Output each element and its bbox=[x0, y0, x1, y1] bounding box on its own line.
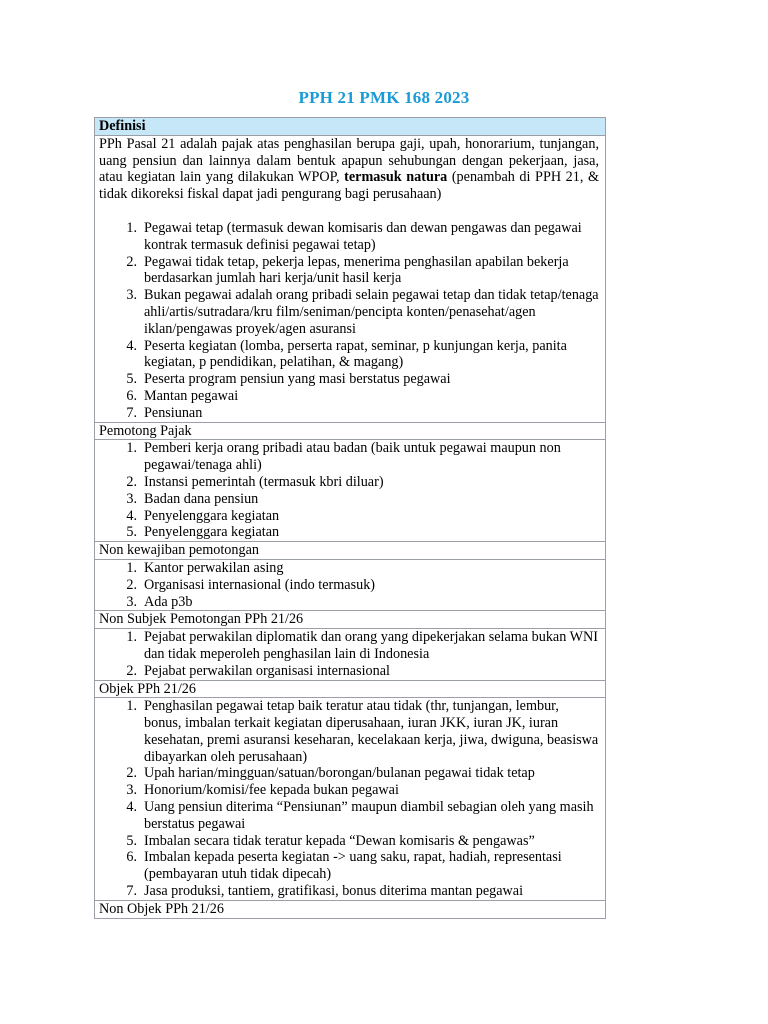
list-item-number: 4. bbox=[126, 507, 137, 524]
definition-note: (penambah di PPH 21, & tidak dikoreksi fiskal dapat jadi pengurang bagi perusahaan) bbox=[99, 169, 600, 203]
list-item-text: Penyelenggara kegiatan bbox=[144, 524, 280, 541]
list-item-text: Imbalan kepada peserta kegiatan -> uang saku, rapat, hadiah, representasi (pembayaran utuh tidak dipecah) bbox=[144, 849, 562, 883]
section-body-non-kewajiban bbox=[95, 559, 605, 610]
list-item bbox=[99, 849, 599, 883]
list-item bbox=[99, 698, 599, 765]
section-body-objek bbox=[95, 697, 605, 900]
list-item-text: Uang pensiun diterima “Pensiunan” maupun diambil sebagian oleh yang masih berstatus pegawai bbox=[144, 799, 594, 832]
section-header-pemotong bbox=[95, 422, 605, 440]
section-header-definisi bbox=[95, 118, 605, 135]
section-body-non-subjek bbox=[95, 628, 605, 679]
list-item-text: Pejabat perwakilan diplomatik dan orang yang dipekerjakan selama bukan WNI dan tidak meperoleh penghasilan lain di Indonesia bbox=[144, 629, 598, 662]
list-item-number: 2. bbox=[126, 253, 137, 270]
list-item-number: 3. bbox=[126, 287, 137, 304]
list-item-text: Bukan pegawai adalah orang pribadi selain pegawai tetap dan tidak tetap/tenaga ahli/artis/sutradara/kru film/seniman/pencipta konten/penasehat/agen iklan/pengawas proyek/agen asuransi bbox=[144, 287, 599, 337]
list-item-text: Upah harian/mingguan/satuan/borongan/bulanan pegawai tidak tetap bbox=[144, 765, 535, 782]
section-header-label: Non Objek PPh 21/26 bbox=[99, 900, 224, 917]
list-item-number: 6. bbox=[126, 849, 137, 866]
section-header-non-objek bbox=[95, 900, 605, 918]
list-item bbox=[99, 371, 599, 388]
list-item-number: 7. bbox=[126, 883, 137, 900]
definition-paragraph bbox=[99, 136, 599, 203]
list-item-text: Penyelenggara kegiatan bbox=[144, 507, 280, 524]
list-item-number: 2. bbox=[126, 576, 137, 593]
list-item-text: Honorium/komisi/fee kepada bukan pegawai bbox=[144, 782, 399, 799]
list-item-number: 5. bbox=[126, 371, 137, 388]
list-item-text: Jasa produksi, tantiem, gratifikasi, bonus diterima mantan pegawai bbox=[144, 883, 524, 900]
list-item-number: 1. bbox=[126, 629, 137, 646]
list-item-text: Organisasi internasional (indo termasuk) bbox=[144, 576, 376, 593]
list-item-text: Badan dana pensiun bbox=[144, 490, 259, 507]
list-item-number: 2. bbox=[126, 473, 137, 490]
list-item-number: 6. bbox=[126, 387, 137, 404]
list-item bbox=[99, 254, 599, 288]
list-item bbox=[99, 388, 599, 405]
list-item-number: 5. bbox=[126, 524, 137, 541]
list-item-number: 2. bbox=[126, 765, 137, 782]
list-item-text: Mantan pegawai bbox=[144, 387, 239, 404]
section-header-non-kewajiban bbox=[95, 541, 605, 559]
list-item-number: 2. bbox=[126, 662, 137, 679]
list-item bbox=[99, 765, 599, 782]
list-item-text: Pensiunan bbox=[144, 404, 203, 421]
list-item-number: 1. bbox=[126, 559, 137, 576]
list-item bbox=[99, 491, 599, 508]
list-item-text: Instansi pemerintah (termasuk kbri diluar) bbox=[144, 473, 384, 490]
list-item bbox=[99, 287, 599, 337]
list-item bbox=[99, 560, 599, 577]
list-item-text: Pejabat perwakilan organisasi internasional bbox=[144, 662, 390, 679]
list-item bbox=[99, 524, 599, 541]
list-item bbox=[99, 577, 599, 594]
list-item-text: Peserta program pensiun yang masi berstatus pegawai bbox=[144, 371, 451, 388]
list-item-number: 4. bbox=[126, 799, 137, 816]
list-item bbox=[99, 594, 599, 611]
section-header-label: Definisi bbox=[99, 118, 146, 134]
section-header-label: Non Subjek Pemotongan PPh 21/26 bbox=[99, 611, 304, 628]
section-header-label: Objek PPh 21/26 bbox=[99, 680, 196, 697]
numbered-list bbox=[99, 440, 599, 541]
document-title: PPH 21 PMK 168 2023 bbox=[298, 88, 470, 107]
list-item-text: Imbalan secara tidak teratur kepada “Dewan komisaris & pengawas” bbox=[144, 832, 535, 849]
list-item bbox=[99, 405, 599, 422]
numbered-list bbox=[99, 698, 599, 900]
section-body-definisi bbox=[95, 135, 605, 422]
list-item-number: 4. bbox=[126, 337, 137, 354]
list-item-number: 3. bbox=[126, 593, 137, 610]
section-header-label: Pemotong Pajak bbox=[99, 422, 192, 439]
list-item bbox=[99, 220, 599, 254]
list-item bbox=[99, 663, 599, 680]
numbered-list bbox=[99, 629, 599, 679]
list-item-number: 1. bbox=[126, 219, 137, 236]
list-item-number: 1. bbox=[126, 698, 137, 715]
list-item-number: 7. bbox=[126, 404, 137, 421]
list-item bbox=[99, 799, 599, 833]
list-item-number: 5. bbox=[126, 832, 137, 849]
section-header-non-subjek bbox=[95, 610, 605, 628]
list-item-text: Kantor perwakilan asing bbox=[144, 559, 284, 576]
definition-table bbox=[94, 117, 606, 919]
list-item bbox=[99, 440, 599, 474]
list-item-text: Ada p3b bbox=[144, 593, 193, 610]
list-item bbox=[99, 474, 599, 491]
numbered-list bbox=[99, 560, 599, 610]
list-item-text: Pemberi kerja orang pribadi atau badan (baik untuk pegawai maupun non pegawai/tenaga ahli) bbox=[144, 440, 561, 474]
list-item bbox=[99, 629, 599, 663]
list-item bbox=[99, 782, 599, 799]
section-body-pemotong bbox=[95, 439, 605, 541]
list-item-text: Penghasilan pegawai tetap baik teratur atau tidak (thr, tunjangan, lembur, bonus, imbalan terkait kegiatan diperusahaan, iuran JKK, iuran JK, iuran kesehatan, premi asuransi keseharan, kecelakaan kerja, jiwa, dwiguna, beasiswa dibayarkan oleh perusahaan) bbox=[144, 698, 599, 765]
section-header-label: Non kewajiban pemotongan bbox=[99, 542, 259, 559]
list-item-text: Peserta kegiatan (lomba, perserta rapat, seminar, p kunjungan kerja, panita kegiatan, p pendidikan, pelatihan, & magang) bbox=[144, 337, 567, 371]
definition-emphasis: termasuk natura bbox=[344, 169, 448, 186]
list-item bbox=[99, 338, 599, 372]
list-item-text: Pegawai tidak tetap, pekerja lepas, menerima penghasilan apabilan bekerja berdasarkan jumlah hari kerja/unit hasil kerja bbox=[144, 253, 569, 287]
list-item bbox=[99, 508, 599, 525]
list-item-number: 1. bbox=[126, 440, 137, 457]
list-item-number: 3. bbox=[126, 490, 137, 507]
numbered-list bbox=[99, 220, 599, 422]
list-item-number: 3. bbox=[126, 782, 137, 799]
list-item-text: Pegawai tetap (termasuk dewan komisaris dan dewan pengawas dan pegawai kontrak termasuk definisi pegawai tetap) bbox=[144, 219, 582, 253]
list-item bbox=[99, 833, 599, 850]
section-header-objek bbox=[95, 680, 605, 698]
list-item bbox=[99, 883, 599, 900]
definition-text: PPh Pasal 21 adalah pajak atas penghasilan berupa gaji, upah, honorarium, tunjangan, uang pensiun dan lainnya dalam bentuk apapun sehubungan dengan pekerjaan, jasa, atau kegiatan lain yang dilakukan WPOP, bbox=[99, 135, 599, 186]
